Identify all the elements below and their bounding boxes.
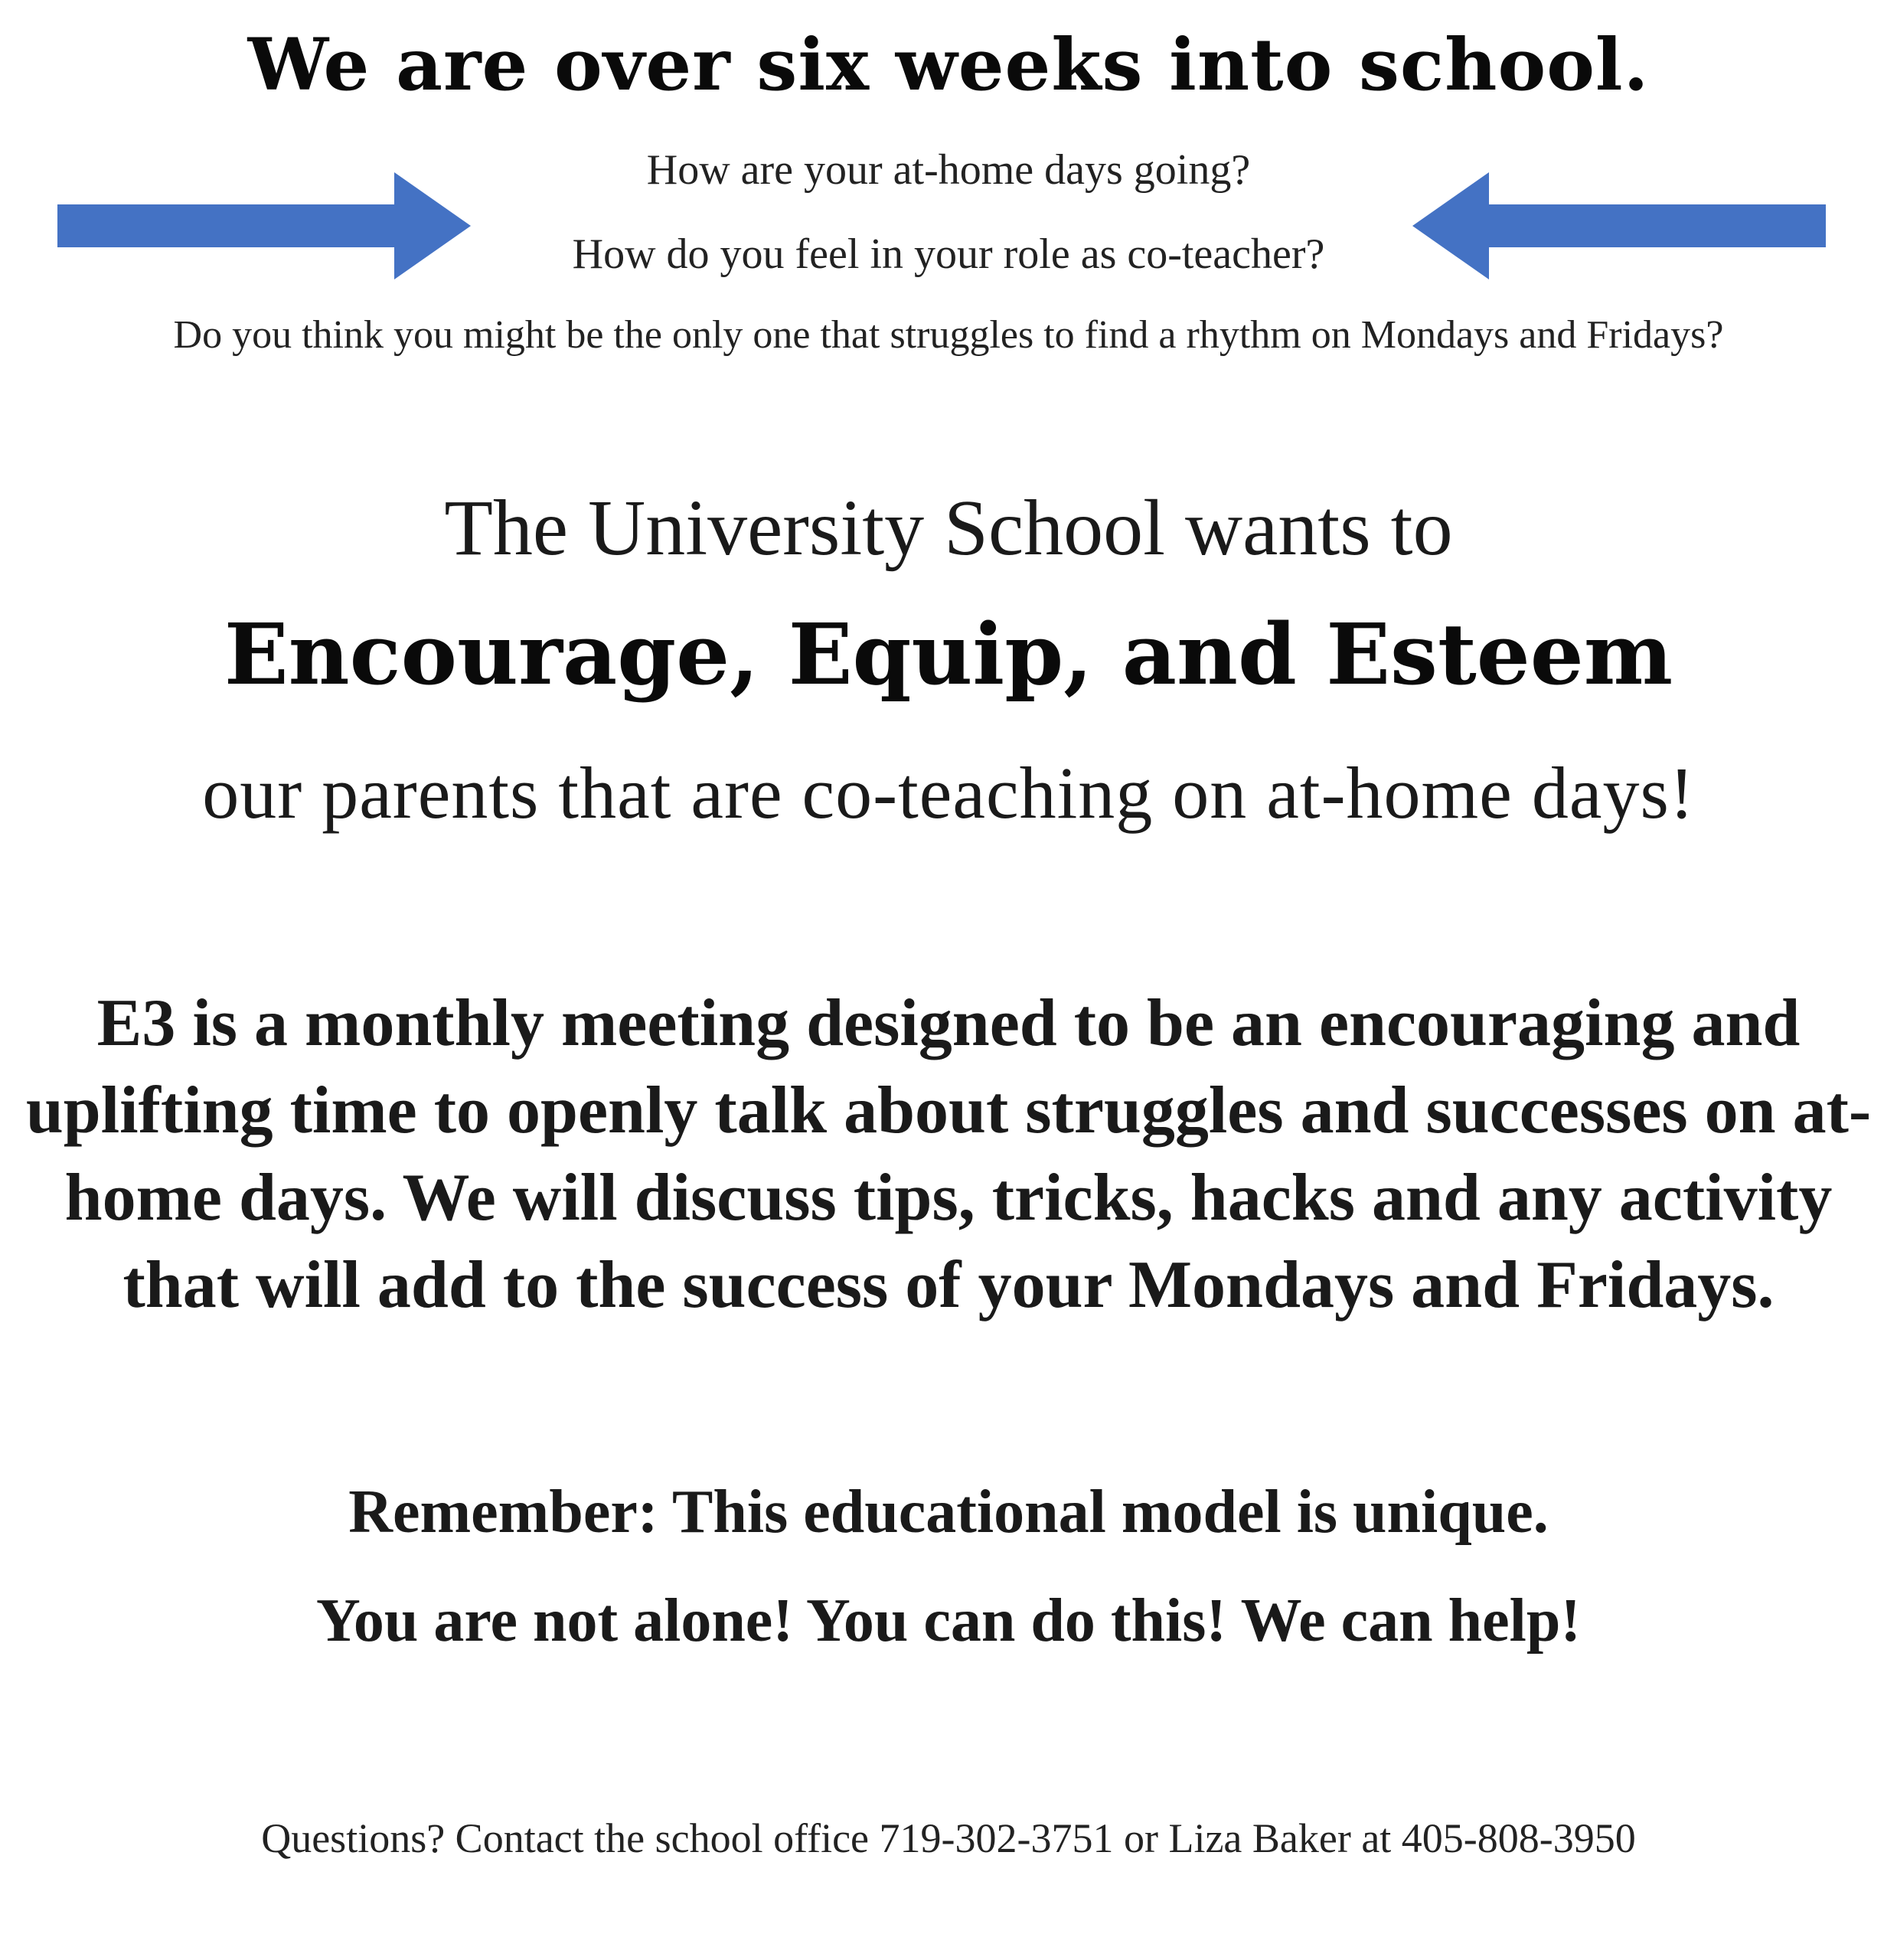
question-co-teacher-role: How do you feel in your role as co-teacher? (572, 230, 1325, 278)
emphasis-title: Encourage, Equip, and Esteem (224, 605, 1673, 704)
remember-line: Remember: This educational model is unique. (348, 1478, 1549, 1546)
reassurance-line: You are not alone! You can do this! We can help! (315, 1587, 1582, 1655)
description-paragraph: E3 is a monthly meeting designed to be an encouraging and uplifting time to openly talk about struggles and successes on at-home days. We will discuss tips, tricks, hacks and any activity that will add to the success of your Mondays and Fridays. (25, 986, 1872, 1322)
question-rhythm: Do you think you might be the only one that struggles to find a rhythm on Mondays and Fridays? (173, 313, 1724, 357)
contact-line: Questions? Contact the school office 719-302-3751 or Liza Baker at 405-808-3950 (261, 1815, 1636, 1861)
question-at-home-days: How are your at-home days going? (646, 146, 1251, 194)
audience-line: our parents that are co-teaching on at-home days! (202, 752, 1695, 834)
intro-line: The University School wants to (444, 484, 1453, 572)
arrow-left-shape (1412, 172, 1826, 279)
arrow-left-icon (1412, 172, 1826, 279)
headline: We are over six weeks into school. (247, 23, 1650, 107)
